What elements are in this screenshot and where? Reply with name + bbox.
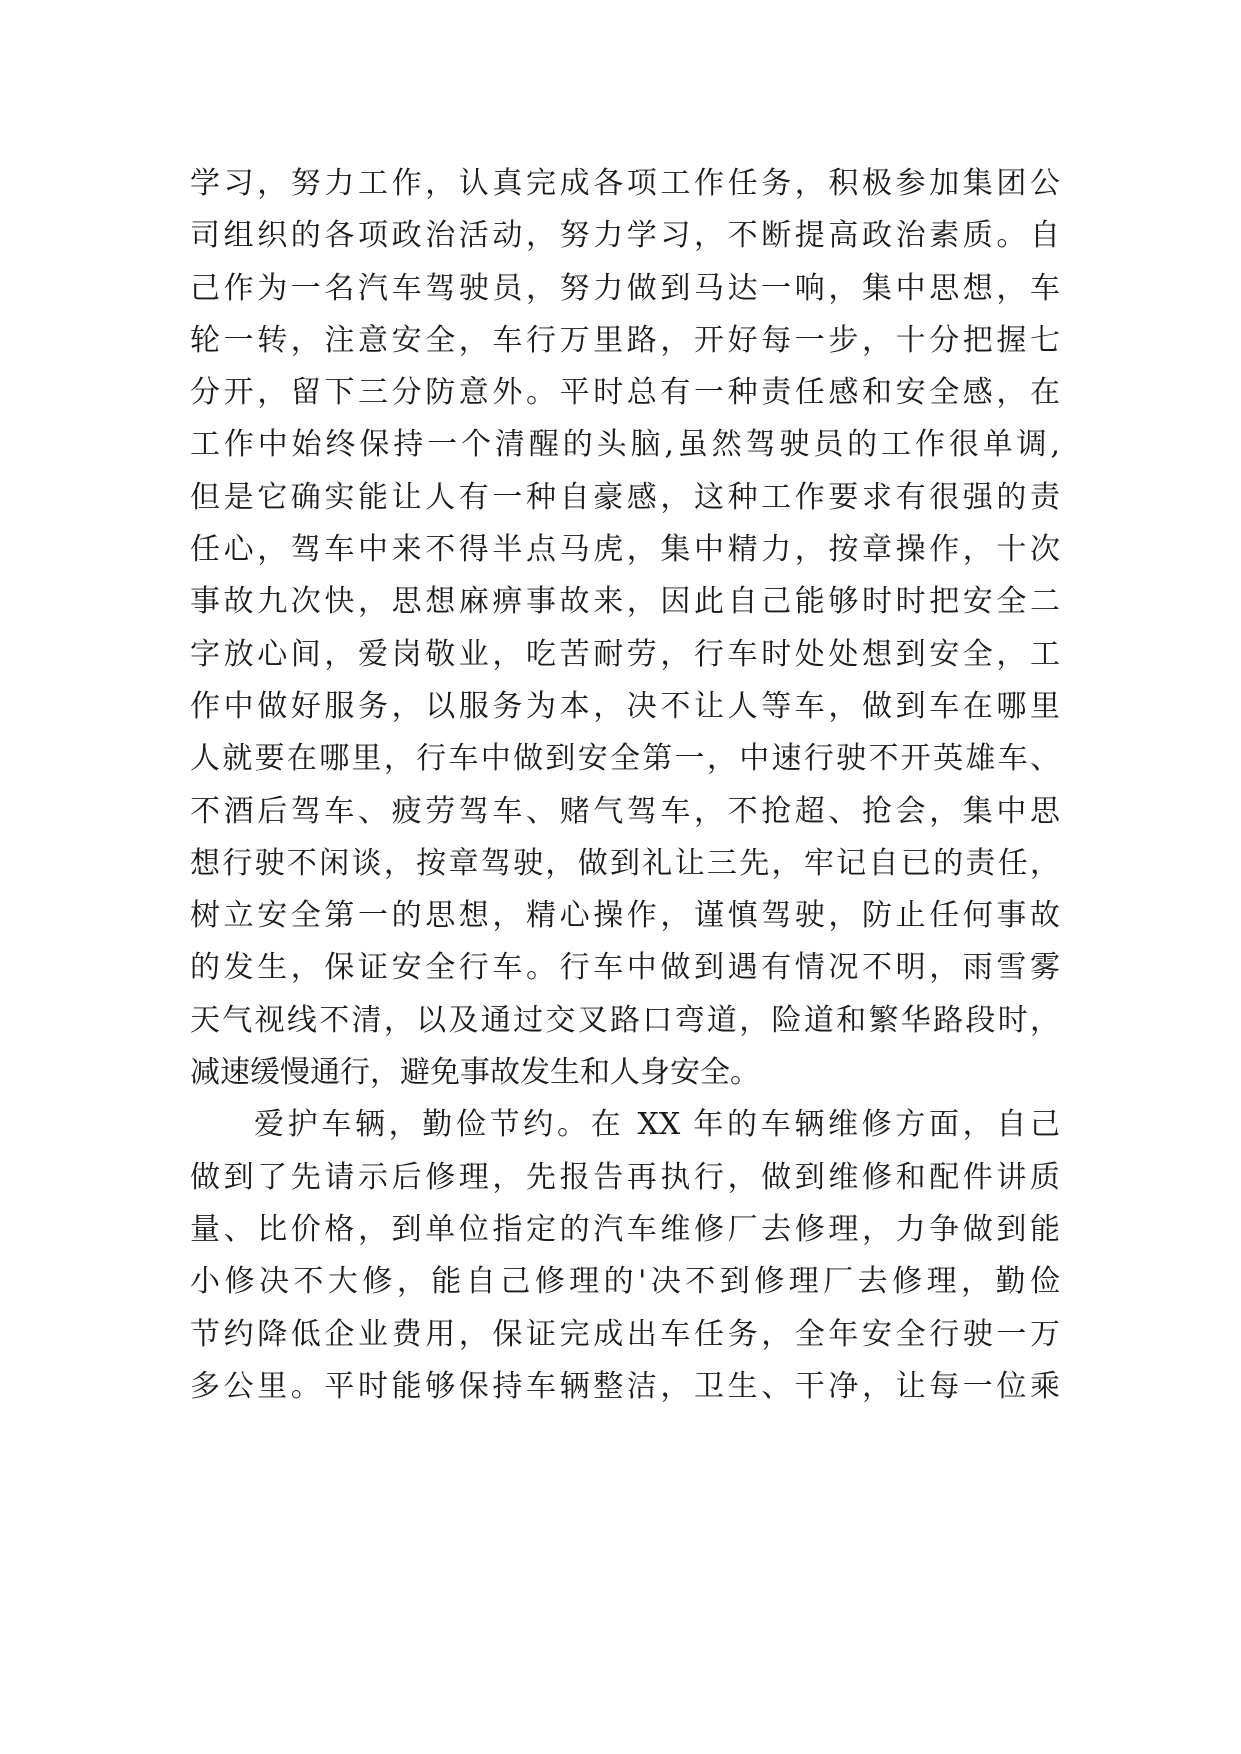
text-line: 任心，驾车中来不得半点马虎，集中精力，按章操作，十次: [190, 532, 1060, 568]
body-text: [190, 158, 1060, 1413]
text-line: 做到了先请示后修理，先报告再执行，做到维修和配件讲质: [190, 1159, 1060, 1195]
text-line: 不酒后驾车、疲劳驾车、赌气驾车，不抢超、抢会，集中思: [190, 793, 1060, 829]
text-line: 轮一转，注意安全，车行万里路，开好每一步，十分把握七: [190, 322, 1060, 358]
text-line: 的发生，保证安全行车。行车中做到遇有情况不明，雨雪雾: [190, 950, 1060, 986]
text-line: 事故九次快，思想麻痹事故来，因此自己能够时时把安全二: [190, 584, 1060, 620]
text-line: 字放心间，爱岗敬业，吃苦耐劳，行车时处处想到安全，工: [190, 636, 1060, 672]
text-line: 学习，努力工作，认真完成各项工作任务，积极参加集团公: [190, 166, 1060, 201]
paragraph-start-line: 爱护车辆，勤俭节约。在 XX 年的车辆维修方面，自己: [254, 1107, 1060, 1143]
text-line: 司组织的各项政治活动，努力学习，不断提高政治素质。自: [190, 218, 1060, 254]
text-line: 己作为一名汽车驾驶员，努力做到马达一响，集中思想，车: [190, 270, 1060, 306]
text-line: 但是它确实能让人有一种自豪感，这种工作要求有很强的责: [190, 479, 1060, 515]
text-line: 量、比价格，到单位指定的汽车维修厂去修理，力争做到能: [190, 1211, 1060, 1247]
text-line: 天气视线不清，以及通过交叉路口弯道，险道和繁华路段时，: [190, 1002, 1060, 1038]
text-line: 人就要在哪里，行车中做到安全第一，中速行驶不开英雄车、: [190, 741, 1060, 777]
text-line: 想行驶不闲谈，按章驾驶，做到礼让三先，牢记自已的责任，: [190, 845, 1060, 881]
text-line: 多公里。平时能够保持车辆整洁，卫生、干净，让每一位乘: [190, 1368, 1060, 1404]
paragraph-end-line: 减速缓慢通行，避免事故发生和人身安全。: [190, 1055, 760, 1091]
text-line: 分开，留下三分防意外。平时总有一种责任感和安全感，在: [190, 375, 1060, 411]
text-line: 小修决不大修，能自己修理的'决不到修理厂去修理，勤俭: [190, 1264, 1060, 1300]
text-line: 节约降低企业费用，保证完成出车任务，全年安全行驶一万: [190, 1316, 1060, 1352]
text-line: 作中做好服务，以服务为本，决不让人等车，做到车在哪里: [190, 688, 1060, 724]
text-line: 树立安全第一的思想，精心操作，谨慎驾驶，防止任何事故: [190, 898, 1060, 934]
text-line: 工作中始终保持一个清醒的头脑,虽然驾驶员的工作很单调,: [190, 427, 1060, 463]
